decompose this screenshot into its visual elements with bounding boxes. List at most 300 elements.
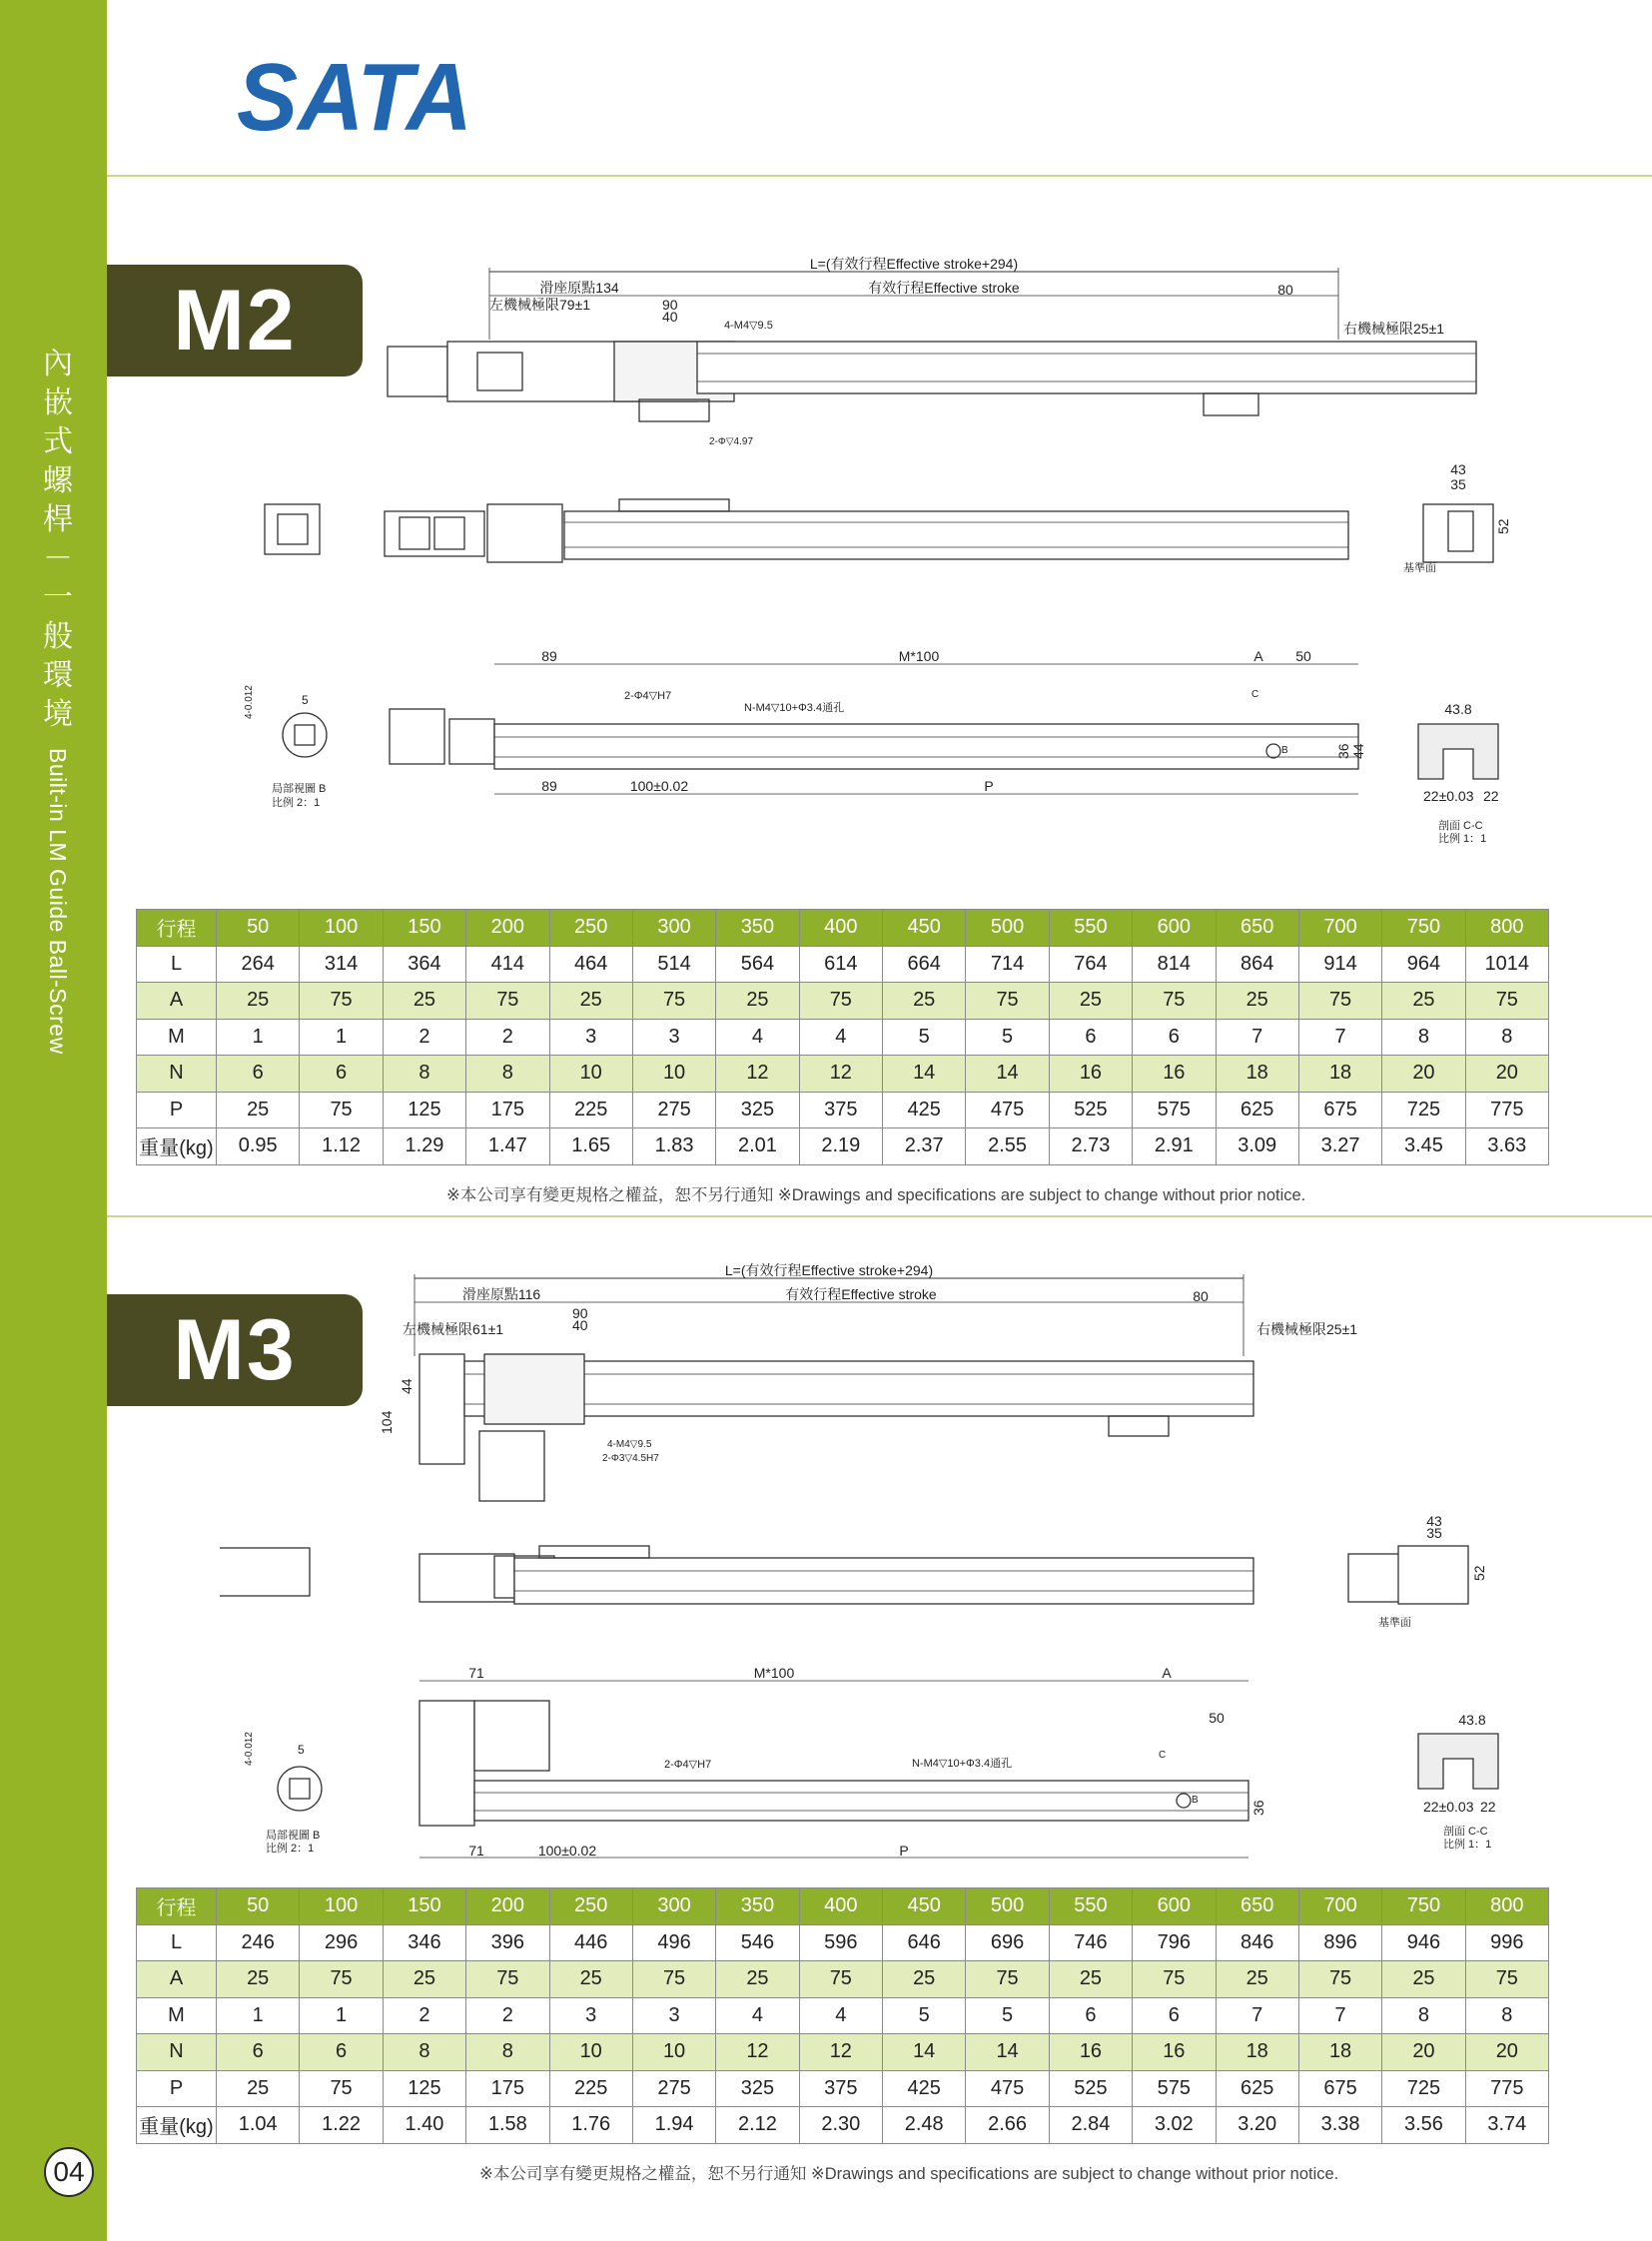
m3-spec-table: [136, 1887, 1549, 2144]
table-cell: 2.84: [1049, 2107, 1132, 2144]
table-cell: 4: [799, 1019, 882, 1056]
table-cell: 1.76: [549, 2107, 632, 2144]
table-cell: 16: [1049, 1056, 1132, 1093]
table-cell: 6: [300, 1056, 383, 1093]
table-cell: 7: [1216, 1997, 1298, 2034]
table-cell: 75: [799, 983, 882, 1020]
m3-dim-71-b: 71: [468, 1843, 484, 1859]
m3-dim-total-length: L=(有效行程Effective stroke+294): [724, 1262, 934, 1278]
table-cell: 675: [1298, 2070, 1381, 2107]
table-header-cell: 600: [1133, 910, 1216, 947]
table-cell: 20: [1382, 2034, 1465, 2071]
table-cell: 10: [632, 1056, 715, 1093]
table-cell: 8: [466, 1056, 549, 1093]
table-cell: 125: [383, 1092, 465, 1128]
table-cell: 1.65: [549, 1128, 632, 1165]
m3-dowel: 2-Φ4▽H7: [664, 1759, 712, 1771]
table-cell: 2.66: [966, 2107, 1049, 2144]
table-row-label: M: [137, 1997, 217, 2034]
table-cell: 7: [1298, 1019, 1381, 1056]
m3-left-limit: 左機械極限61±1: [403, 1321, 504, 1337]
m2-side-view: [265, 461, 1511, 574]
table-header-cell: 200: [466, 1888, 549, 1925]
table-cell: 3.74: [1465, 2107, 1548, 2144]
table-cell: 346: [383, 1924, 465, 1961]
logo-text: SATA: [237, 52, 472, 138]
m2-pitch: 100±0.02: [629, 778, 689, 794]
table-cell: 20: [1382, 1056, 1465, 1093]
table-cell: 25: [883, 1961, 966, 1998]
table-cell: 996: [1465, 1924, 1548, 1961]
m2-dim-43: 43: [1450, 461, 1466, 477]
m2-dim-52: 52: [1495, 518, 1511, 534]
table-cell: 8: [383, 1056, 465, 1093]
table-cell: 6: [300, 2034, 383, 2071]
m2-disclaimer: ※本公司享有變更規格之權益，恕不另行通知 ※Drawings and specifications are subject to change without prior notice.: [446, 1186, 1306, 1204]
table-cell: 425: [883, 1092, 966, 1128]
m3-dim-71: 71: [468, 1665, 484, 1681]
m3-top-view: [379, 1262, 1357, 1501]
table-header-cell: 700: [1298, 910, 1381, 947]
table-cell: 296: [300, 1924, 383, 1961]
table-cell: 75: [799, 1961, 882, 1998]
table-cell: 14: [883, 2034, 966, 2071]
table-cell: 75: [966, 1961, 1049, 1998]
m3-tol-22: 22±0.03: [1423, 1799, 1474, 1815]
m3-dim-35: 35: [1426, 1525, 1442, 1541]
table-cell: 625: [1216, 1092, 1298, 1128]
model-tag-m3: M3: [107, 1294, 363, 1406]
m2-datum: 基準面: [1403, 562, 1436, 574]
m2-spec-table: [136, 909, 1549, 1165]
table-cell: 625: [1216, 2070, 1298, 2107]
m2-dim-40: 40: [662, 309, 678, 325]
section-divider: [107, 1215, 1652, 1217]
m3-dim-36: 36: [1250, 1800, 1266, 1816]
table-row: [137, 1092, 1549, 1128]
m3-pitch: 100±0.02: [537, 1843, 597, 1859]
m3-datum: 基準面: [1378, 1617, 1411, 1629]
m3-dim-104: 104: [379, 1410, 395, 1434]
table-cell: 8: [466, 2034, 549, 2071]
table-cell: 375: [799, 2070, 882, 2107]
table-row: [137, 983, 1549, 1020]
m3-dim-slide-origin: 滑座原點116: [461, 1286, 541, 1302]
table-cell: 1.83: [632, 1128, 715, 1165]
table-cell: 25: [217, 1961, 300, 1998]
m2-tap-holes: 4-M4▽9.5: [724, 320, 773, 332]
table-cell: 1.94: [632, 2107, 715, 2144]
m3-dim-80: 80: [1193, 1288, 1209, 1304]
table-cell: 3: [549, 1019, 632, 1056]
table-cell: 20: [1465, 2034, 1548, 2071]
table-header-label: 行程: [137, 910, 217, 947]
m2-dim-44: 44: [1350, 743, 1366, 759]
table-row-label: P: [137, 1092, 217, 1128]
table-header-cell: 800: [1465, 910, 1548, 947]
m2-pin-holes: 2-Φ▽4.97: [709, 436, 754, 447]
table-row: [137, 2070, 1549, 2107]
table-cell: 3.09: [1216, 1128, 1298, 1165]
table-header-cell: 650: [1216, 1888, 1298, 1925]
table-cell: 375: [799, 1092, 882, 1128]
table-cell: 2.73: [1049, 1128, 1132, 1165]
table-cell: 3.02: [1133, 2107, 1216, 2144]
table-cell: 714: [966, 946, 1049, 983]
table-cell: 3.27: [1298, 1128, 1381, 1165]
table-cell: 1.40: [383, 2107, 465, 2144]
m3-dim-52: 52: [1471, 1565, 1487, 1581]
table-header-label: 行程: [137, 1888, 217, 1925]
table-cell: 20: [1465, 1056, 1548, 1093]
m3-dim-43-8: 43.8: [1458, 1712, 1486, 1728]
m3-section: 剖面 C-C: [1443, 1826, 1488, 1838]
m3-dim-5: 5: [298, 1743, 305, 1757]
table-cell: 446: [549, 1924, 632, 1961]
table-cell: 2.55: [966, 1128, 1049, 1165]
table-cell: 664: [883, 946, 966, 983]
table-cell: 4: [716, 1997, 799, 2034]
table-cell: 5: [966, 1019, 1049, 1056]
table-row: [137, 1019, 1549, 1056]
table-cell: 2.01: [716, 1128, 799, 1165]
table-row: [137, 1924, 1549, 1961]
m3-dim-22: 22: [1480, 1799, 1496, 1815]
table-cell: 5: [883, 1019, 966, 1056]
table-header-cell: 400: [799, 1888, 882, 1925]
table-cell: 12: [716, 2034, 799, 2071]
table-cell: 75: [300, 1092, 383, 1128]
table-row-label: 重量(kg): [137, 2107, 217, 2144]
table-cell: 864: [1216, 946, 1298, 983]
table-cell: 1: [300, 1997, 383, 2034]
table-cell: 75: [466, 1961, 549, 1998]
m2-top-view: [388, 256, 1476, 447]
table-cell: 575: [1133, 2070, 1216, 2107]
table-row-label: A: [137, 983, 217, 1020]
table-cell: 25: [716, 1961, 799, 1998]
table-cell: 25: [549, 983, 632, 1020]
table-cell: 3.56: [1382, 2107, 1465, 2144]
table-cell: 564: [716, 946, 799, 983]
table-cell: 18: [1216, 2034, 1298, 2071]
m2-n-holes: N-M4▽10+Φ3.4通孔: [744, 702, 845, 714]
m2-dim-89-b: 89: [541, 778, 557, 794]
table-header-row: [137, 1888, 1549, 1925]
table-cell: 1.47: [466, 1128, 549, 1165]
table-cell: 6: [217, 1056, 300, 1093]
table-header-cell: 250: [549, 910, 632, 947]
table-cell: 675: [1298, 1092, 1381, 1128]
table-cell: 1.12: [300, 1128, 383, 1165]
m2-dim-43-8: 43.8: [1444, 701, 1472, 717]
table-cell: 12: [716, 1056, 799, 1093]
m3-bottom-view: [244, 1665, 1498, 1859]
table-cell: 175: [466, 1092, 549, 1128]
table-header-cell: 350: [716, 1888, 799, 1925]
table-row: [137, 1997, 1549, 2034]
m3-dim-effective-stroke: 有效行程Effective stroke: [785, 1286, 937, 1302]
m2-m-x-100: M*100: [898, 648, 940, 664]
table-row-label: L: [137, 1924, 217, 1961]
table-cell: 6: [1133, 1997, 1216, 2034]
table-cell: 10: [632, 2034, 715, 2071]
table-cell: 246: [217, 1924, 300, 1961]
table-cell: 25: [383, 1961, 465, 1998]
table-cell: 4: [716, 1019, 799, 1056]
table-cell: 646: [883, 1924, 966, 1961]
sidebar-title-cjk: 內 嵌 式 螺 桿 － 一 般 環 境: [43, 347, 73, 732]
m2-dim-total-length: L=(有效行程Effective stroke+294): [809, 256, 1019, 272]
table-header-cell: 150: [383, 910, 465, 947]
table-cell: 10: [549, 2034, 632, 2071]
table-cell: 25: [383, 983, 465, 1020]
table-cell: 1014: [1465, 946, 1548, 983]
table-cell: 846: [1216, 1924, 1298, 1961]
table-cell: 464: [549, 946, 632, 983]
table-cell: 614: [799, 946, 882, 983]
table-cell: 2.12: [716, 2107, 799, 2144]
m3-n-holes: N-M4▽10+Φ3.4通孔: [912, 1758, 1013, 1770]
table-header-cell: 700: [1298, 1888, 1381, 1925]
table-cell: 8: [383, 2034, 465, 2071]
table-cell: 896: [1298, 1924, 1381, 1961]
table-cell: 2.19: [799, 1128, 882, 1165]
table-cell: 8: [1382, 1997, 1465, 2034]
table-header-cell: 300: [632, 910, 715, 947]
table-cell: 8: [1465, 1019, 1548, 1056]
m3-drawing: [220, 1256, 1578, 1868]
table-row-label: N: [137, 1056, 217, 1093]
m2-label-c: C: [1251, 689, 1259, 700]
table-cell: 25: [1382, 1961, 1465, 1998]
m3-label-c: C: [1159, 1750, 1167, 1761]
model-tag-m2: M2: [107, 265, 363, 376]
m2-label-p: P: [984, 778, 994, 794]
m2-drawing: [220, 250, 1578, 854]
table-cell: 3.20: [1216, 2107, 1298, 2144]
table-cell: 75: [632, 1961, 715, 1998]
table-cell: 325: [716, 1092, 799, 1128]
table-cell: 3: [632, 1997, 715, 2034]
table-cell: 25: [217, 2070, 300, 2107]
header-divider: [107, 175, 1652, 177]
table-cell: 75: [1133, 983, 1216, 1020]
table-cell: 25: [716, 983, 799, 1020]
m3-right-limit: 右機械極限25±1: [1256, 1321, 1358, 1337]
m2-tol-4: 4-0.012: [244, 685, 255, 719]
m2-label-a: A: [1253, 648, 1263, 664]
m2-dim-22: 22: [1483, 788, 1499, 804]
table-cell: 25: [217, 983, 300, 1020]
m3-pin-holes: 2-Φ3▽4.5H7: [602, 1453, 659, 1464]
table-cell: 696: [966, 1924, 1049, 1961]
table-cell: 75: [300, 2070, 383, 2107]
m3-dim-50: 50: [1209, 1710, 1225, 1726]
m2-dowel: 2-Φ4▽H7: [624, 690, 672, 702]
table-row-label: L: [137, 946, 217, 983]
m3-label-b: B: [1192, 1795, 1199, 1806]
table-cell: 425: [883, 2070, 966, 2107]
table-cell: 125: [383, 2070, 465, 2107]
table-cell: 1: [217, 1019, 300, 1056]
table-row: [137, 2034, 1549, 2071]
table-header-cell: 500: [966, 1888, 1049, 1925]
table-cell: 18: [1298, 1056, 1381, 1093]
m2-right-limit: 右機械極限25±1: [1343, 321, 1445, 337]
table-cell: 3: [632, 1019, 715, 1056]
m2-section: 剖面 C-C: [1438, 820, 1483, 832]
table-cell: 4: [799, 1997, 882, 2034]
table-cell: 1.29: [383, 1128, 465, 1165]
table-cell: 7: [1298, 1997, 1381, 2034]
m3-local-view: 局部視圖 B: [266, 1830, 321, 1842]
m3-m-x-100: M*100: [753, 1665, 795, 1681]
table-cell: 2: [383, 1019, 465, 1056]
table-cell: 2: [383, 1997, 465, 2034]
table-cell: 6: [1049, 1997, 1132, 2034]
m3-dim-43: 43: [1426, 1513, 1442, 1529]
table-cell: 25: [217, 1092, 300, 1128]
m2-scale-1-1: 比例 1：1: [1438, 833, 1487, 845]
table-cell: 25: [1216, 983, 1298, 1020]
table-cell: 18: [1298, 2034, 1381, 2071]
table-cell: 25: [1049, 983, 1132, 1020]
table-cell: 525: [1049, 1092, 1132, 1128]
m2-label-b: B: [1281, 745, 1288, 756]
table-cell: 12: [799, 2034, 882, 2071]
table-cell: 8: [1382, 1019, 1465, 1056]
m2-dim-80: 80: [1277, 282, 1293, 298]
table-cell: 2: [466, 1019, 549, 1056]
m3-label-a: A: [1162, 1665, 1172, 1681]
m3-dim-40: 40: [572, 1317, 588, 1333]
table-header-cell: 100: [300, 910, 383, 947]
table-cell: 325: [716, 2070, 799, 2107]
table-row: [137, 1128, 1549, 1165]
table-cell: 275: [632, 1092, 715, 1128]
table-cell: 775: [1465, 1092, 1548, 1128]
sata-logo: [237, 52, 476, 138]
m3-side-view: [220, 1513, 1487, 1629]
table-cell: 25: [1216, 1961, 1298, 1998]
table-cell: 796: [1133, 1924, 1216, 1961]
table-row-label: N: [137, 2034, 217, 2071]
table-cell: 5: [883, 1997, 966, 2034]
table-cell: 16: [1133, 1056, 1216, 1093]
table-cell: 546: [716, 1924, 799, 1961]
table-cell: 725: [1382, 1092, 1465, 1128]
m2-tol-22: 22±0.03: [1423, 788, 1474, 804]
table-cell: 264: [217, 946, 300, 983]
m3-tap-holes: 4-M4▽9.5: [607, 1439, 652, 1450]
table-header-cell: 450: [883, 910, 966, 947]
m3-dim-90: 90: [572, 1305, 588, 1321]
table-cell: 3.63: [1465, 1128, 1548, 1165]
table-cell: 396: [466, 1924, 549, 1961]
table-header-cell: 550: [1049, 910, 1132, 947]
table-row: [137, 1961, 1549, 1998]
table-cell: 6: [217, 2034, 300, 2071]
table-header-cell: 200: [466, 910, 549, 947]
table-cell: 7: [1216, 1019, 1298, 1056]
table-cell: 475: [966, 2070, 1049, 2107]
table-cell: 575: [1133, 1092, 1216, 1128]
table-cell: 16: [1049, 2034, 1132, 2071]
table-cell: 1.04: [217, 2107, 300, 2144]
m3-dim-44: 44: [399, 1378, 414, 1394]
m3-disclaimer: ※本公司享有變更規格之權益，恕不另行通知 ※Drawings and specifications are subject to change without prior notice.: [479, 2165, 1339, 2183]
m2-dim-36: 36: [1335, 743, 1351, 759]
table-cell: 225: [549, 2070, 632, 2107]
m3-scale-1-1: 比例 1：1: [1443, 1839, 1492, 1851]
table-cell: 12: [799, 1056, 882, 1093]
m2-scale-2-1: 比例 2：1: [272, 797, 321, 809]
table-cell: 746: [1049, 1924, 1132, 1961]
table-cell: 525: [1049, 2070, 1132, 2107]
table-header-cell: 350: [716, 910, 799, 947]
table-cell: 75: [1465, 983, 1548, 1020]
m2-dim-50: 50: [1295, 648, 1311, 664]
table-cell: 764: [1049, 946, 1132, 983]
table-cell: 3.38: [1298, 2107, 1381, 2144]
table-cell: 496: [632, 1924, 715, 1961]
table-cell: 1.58: [466, 2107, 549, 2144]
m2-left-limit: 左機械極限79±1: [489, 297, 591, 313]
table-row: [137, 946, 1549, 983]
m2-dim-5: 5: [302, 693, 309, 707]
table-cell: 914: [1298, 946, 1381, 983]
m2-dim-90: 90: [662, 297, 678, 313]
table-header-cell: 750: [1382, 1888, 1465, 1925]
table-cell: 946: [1382, 1924, 1465, 1961]
m3-tol-4: 4-0.012: [244, 1732, 255, 1766]
table-cell: 75: [1133, 1961, 1216, 1998]
table-cell: 1: [300, 1019, 383, 1056]
table-cell: 475: [966, 1092, 1049, 1128]
table-header-cell: 100: [300, 1888, 383, 1925]
m3-scale-2-1: 比例 2：1: [266, 1843, 315, 1855]
table-cell: 75: [1298, 983, 1381, 1020]
table-header-cell: 50: [217, 1888, 300, 1925]
table-cell: 1.22: [300, 2107, 383, 2144]
m2-dim-slide-origin: 滑座原點134: [539, 280, 619, 296]
table-row-label: 重量(kg): [137, 1128, 217, 1165]
table-header-cell: 800: [1465, 1888, 1548, 1925]
table-header-row: [137, 910, 1549, 947]
table-cell: 3: [549, 1997, 632, 2034]
table-cell: 964: [1382, 946, 1465, 983]
table-cell: 596: [799, 1924, 882, 1961]
table-cell: 225: [549, 1092, 632, 1128]
table-cell: 1: [217, 1997, 300, 2034]
table-header-cell: 400: [799, 910, 882, 947]
table-cell: 75: [300, 983, 383, 1020]
table-cell: 314: [300, 946, 383, 983]
sidebar-title-en: Built-in LM Guide Ball-Screw: [45, 748, 71, 1055]
m2-dim-89: 89: [541, 648, 557, 664]
table-cell: 25: [883, 983, 966, 1020]
table-cell: 14: [966, 2034, 1049, 2071]
table-cell: 2.37: [883, 1128, 966, 1165]
table-row: [137, 1056, 1549, 1093]
table-cell: 275: [632, 2070, 715, 2107]
table-row-label: A: [137, 1961, 217, 1998]
table-cell: 364: [383, 946, 465, 983]
table-cell: 6: [1049, 1019, 1132, 1056]
table-cell: 2: [466, 1997, 549, 2034]
table-cell: 814: [1133, 946, 1216, 983]
